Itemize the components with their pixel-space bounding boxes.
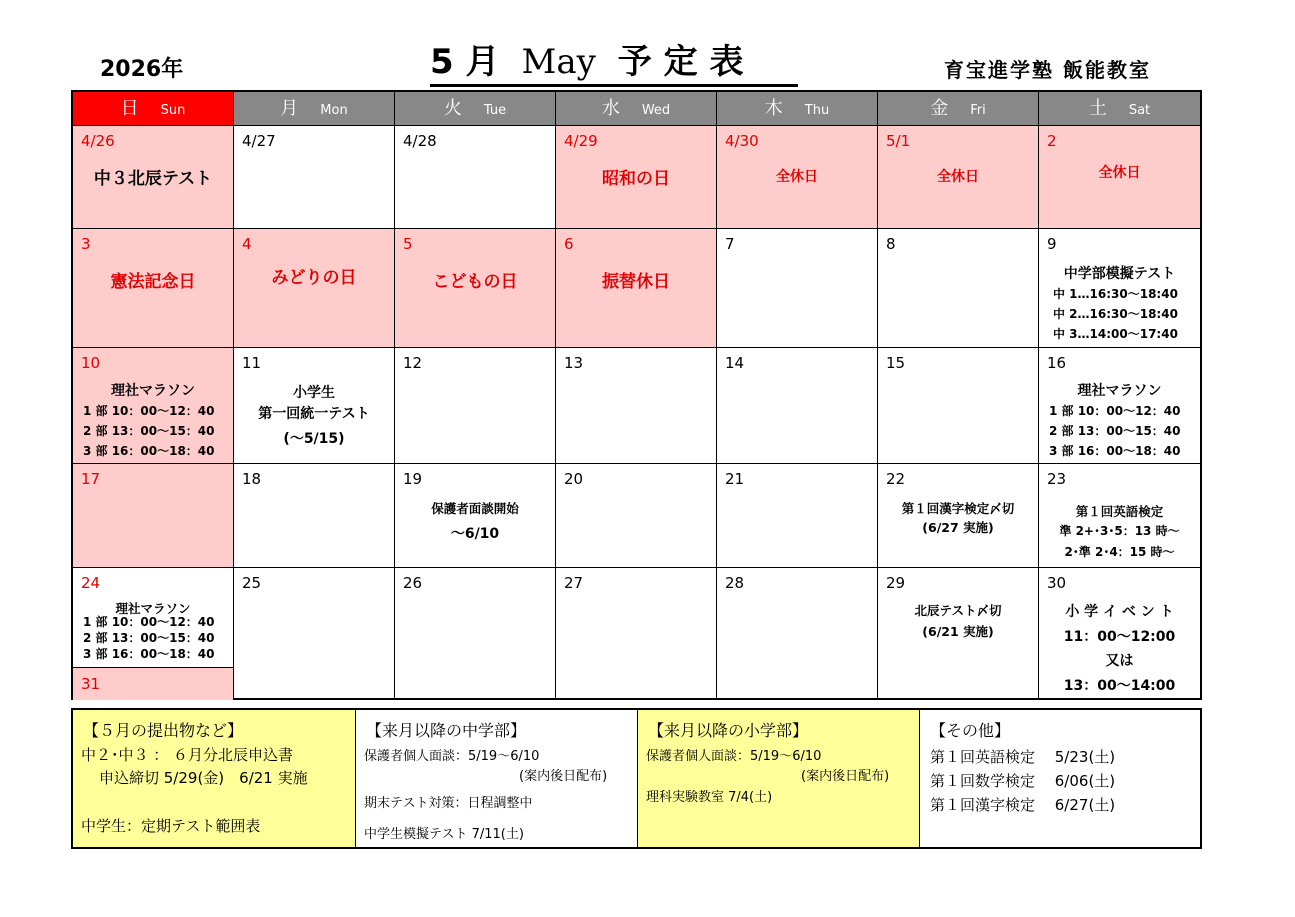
holiday-text: 全休日 (1098, 165, 1141, 181)
notes-title: 【来月以降の小学部】 (648, 721, 809, 740)
event-text: 第１回漢字検定〆切 (901, 501, 1015, 516)
day-cell (73, 568, 234, 668)
notes-line: 第１回数学検定 6/06(土) (930, 772, 1116, 790)
day-cell (73, 668, 234, 700)
holiday-text: 憲法記念日 (110, 272, 196, 292)
notes-line: 理科実験教室 7/4(土) (646, 790, 773, 805)
notes-line: 中学生：定期テスト範囲表 (81, 817, 261, 835)
notes-line: 中２･中３ ： ６月分北辰申込書 (81, 746, 294, 764)
event-text: 11：00～12:00 (1063, 629, 1176, 645)
year-label: 2026年 (100, 57, 184, 82)
day-cell (234, 348, 395, 464)
date-number: 2 (1047, 132, 1057, 150)
notes-box-submissions (73, 710, 356, 847)
date-number: 11 (242, 354, 262, 372)
day-cell (73, 126, 234, 229)
day-cell (878, 348, 1039, 464)
title-suffix: 予 定 表 (617, 42, 744, 82)
day-cell (73, 464, 234, 568)
notes-title: 【その他】 (930, 721, 1011, 740)
event-text: 又は (1105, 653, 1134, 669)
notes-box-elementary (638, 710, 920, 847)
notes-line: (案内後日配布) (801, 769, 890, 784)
date-number: 29 (886, 574, 906, 592)
holiday-text: こどもの日 (432, 272, 518, 292)
notes-line: (案内後日配布) (519, 769, 608, 784)
date-number: 3 (81, 235, 91, 253)
date-number: 10 (81, 354, 101, 372)
day-cell (1039, 568, 1200, 700)
day-cell (556, 229, 717, 348)
day-cell (556, 348, 717, 464)
day-cell (717, 229, 878, 348)
date-number: 4/28 (403, 132, 437, 150)
event-text: ～6/10 (450, 526, 500, 542)
day-cell (395, 229, 556, 348)
event-text: 中３北辰テスト (93, 169, 213, 189)
day-cell (1039, 348, 1200, 464)
day-cell (878, 464, 1039, 568)
date-number: 15 (886, 354, 906, 372)
event-text: (6/27 実施) (922, 520, 994, 535)
day-cell (395, 126, 556, 229)
day-header-thu: 木 Thu (717, 92, 878, 126)
event-text: 理社マラソン (111, 383, 195, 399)
notes-line: 申込締切 5/29(金) 6/21 実施 (99, 769, 308, 787)
notes-line: 保護者個人面談：5/19～6/10 (364, 749, 540, 764)
date-number: 18 (242, 470, 262, 488)
notes-box-other (920, 710, 1200, 847)
date-number: 28 (725, 574, 745, 592)
schedule-line: 3 部 16：00～18：40 (83, 444, 215, 458)
notes-title: 【来月以降の中学部】 (366, 721, 527, 740)
date-number: 27 (564, 574, 584, 592)
date-number: 4/29 (564, 132, 598, 150)
day-cell (1039, 464, 1200, 568)
holiday-text: 全休日 (937, 169, 979, 185)
schedule-line: 2 部 13：00～15：40 (1049, 424, 1181, 438)
event-text: 小 学 イ ベ ン ト (1065, 604, 1174, 620)
event-text: (～5/15) (283, 431, 345, 447)
holiday-text: 昭和の日 (602, 169, 670, 189)
day-cell (556, 464, 717, 568)
day-cell (395, 568, 556, 700)
school-name: 育宝進学塾 飯能教室 (944, 58, 1151, 82)
date-number: 5/1 (886, 132, 911, 150)
schedule-line: 中 2…16:30～18:40 (1053, 307, 1178, 321)
day-cell (234, 126, 395, 229)
day-cell (556, 126, 717, 229)
date-number: 20 (564, 470, 584, 488)
day-cell (878, 568, 1039, 700)
date-number: 5 (403, 235, 413, 253)
notes-line: 期末テスト対策：日程調整中 (364, 796, 533, 811)
day-cell (395, 464, 556, 568)
page-title (430, 40, 798, 87)
schedule-line: 2 部 13：00～15：40 (83, 424, 215, 438)
event-text: 保護者面談開始 (431, 501, 519, 516)
title-month-en: May (521, 42, 596, 82)
date-number: 25 (242, 574, 262, 592)
schedule-line: 中 3…14:00～17:40 (1053, 327, 1178, 341)
title-month: 5 月 (430, 42, 500, 82)
day-cell (556, 568, 717, 700)
date-number: 4/27 (242, 132, 276, 150)
holiday-text: みどりの日 (271, 268, 357, 288)
day-cell (1039, 229, 1200, 348)
date-number: 14 (725, 354, 745, 372)
day-cell (395, 348, 556, 464)
day-cell (717, 348, 878, 464)
holiday-text: 全休日 (776, 169, 818, 185)
event-text: 13：00～14:00 (1063, 678, 1176, 694)
schedule-line: 1 部 10：00～12：40 (83, 404, 215, 418)
day-header-sat: 土 Sat (1039, 92, 1200, 126)
event-text: 北辰テスト〆切 (914, 603, 1002, 618)
schedule-line: 3 部 16：00～18：40 (83, 647, 215, 661)
notes-section (71, 708, 1202, 849)
notes-title: 【５月の提出物など】 (83, 721, 244, 740)
date-number: 4/30 (725, 132, 759, 150)
date-number: 12 (403, 354, 423, 372)
day-header-mon: 月 Mon (234, 92, 395, 126)
day-header-wed: 水 Wed (556, 92, 717, 126)
date-number: 19 (403, 470, 423, 488)
day-cell (234, 464, 395, 568)
holiday-text: 振替休日 (602, 272, 670, 292)
event-text: 第１回英語検定 (1075, 504, 1164, 519)
notes-line: 保護者個人面談：5/19～6/10 (646, 749, 822, 764)
schedule-line: 2 部 13：00～15：40 (83, 631, 215, 645)
notes-line: 第１回漢字検定 6/27(土) (930, 796, 1116, 814)
date-number: 30 (1047, 574, 1067, 592)
date-number: 8 (886, 235, 896, 253)
date-number: 22 (886, 470, 906, 488)
event-text: 理社マラソン (115, 601, 191, 616)
notes-box-junior-high (356, 710, 638, 847)
date-number: 26 (403, 574, 423, 592)
schedule-line: 3 部 16：00～18：40 (1049, 444, 1181, 458)
date-number: 16 (1047, 354, 1067, 372)
schedule-line: 1 部 10：00～12：40 (83, 615, 215, 629)
event-text: 2･準 2･4：15 時～ (1064, 545, 1175, 559)
notes-line: 第１回英語検定 5/23(土) (930, 748, 1116, 766)
date-number: 24 (81, 574, 101, 592)
date-number: 6 (564, 235, 574, 253)
day-cell (73, 229, 234, 348)
date-number: 4 (242, 235, 252, 253)
date-number: 13 (564, 354, 584, 372)
day-header-tue: 火 Tue (395, 92, 556, 126)
event-text: (6/21 実施) (922, 624, 994, 639)
day-cell (878, 229, 1039, 348)
day-cell (1039, 126, 1200, 229)
date-number: 31 (81, 675, 101, 693)
day-cell (717, 568, 878, 700)
date-number: 21 (725, 470, 745, 488)
day-cell (73, 348, 234, 464)
day-cell (234, 229, 395, 348)
date-number: 4/26 (81, 132, 115, 150)
event-text: 準 2+･3･5：13 時～ (1059, 524, 1180, 538)
day-cell (878, 126, 1039, 229)
schedule-line: 中 1…16:30～18:40 (1053, 287, 1178, 301)
day-header-fri: 金 Fri (878, 92, 1039, 126)
day-cell (234, 568, 395, 700)
date-number: 7 (725, 235, 735, 253)
event-text: 第一回統一テスト (258, 406, 370, 422)
day-cell (717, 464, 878, 568)
schedule-line: 1 部 10：00～12：40 (1049, 404, 1181, 418)
date-number: 17 (81, 470, 101, 488)
event-text: 小学生 (293, 385, 335, 401)
day-header-sun: 日 Sun (73, 92, 234, 126)
notes-line: 中学生模擬テスト 7/11(土) (364, 827, 524, 842)
event-text: 中学部模擬テスト (1063, 266, 1176, 282)
date-number: 23 (1047, 470, 1067, 488)
day-cell (717, 126, 878, 229)
event-text: 理社マラソン (1077, 383, 1162, 399)
calendar-grid (71, 90, 1202, 700)
date-number: 9 (1047, 235, 1057, 253)
